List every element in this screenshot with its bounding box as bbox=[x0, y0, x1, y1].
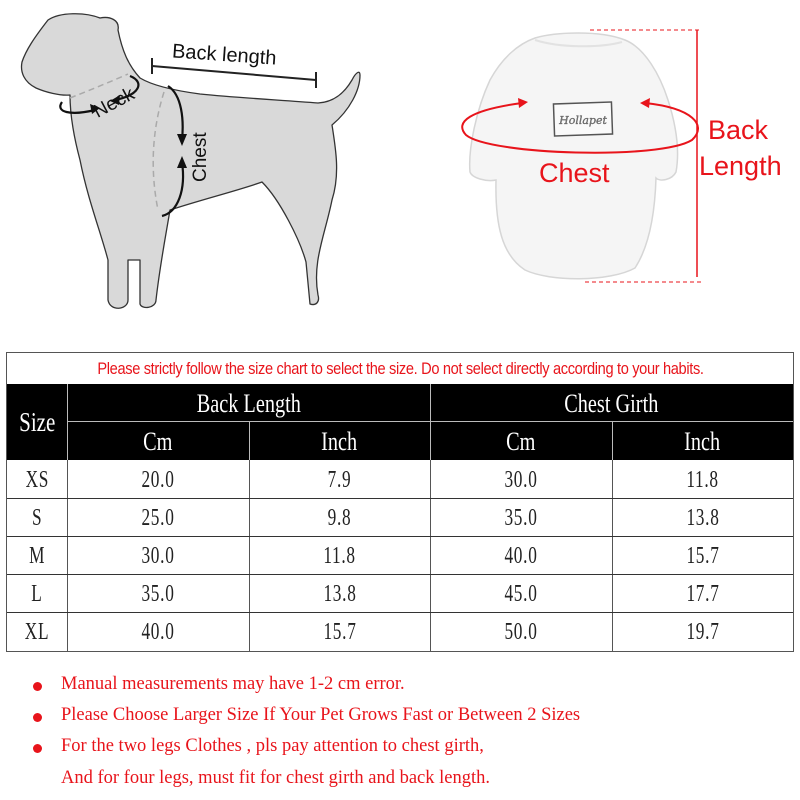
cell-size: S bbox=[31, 505, 43, 531]
cell-back-inch: 9.8 bbox=[327, 505, 352, 531]
cell-chest-inch: 11.8 bbox=[686, 467, 719, 493]
cell-back-inch: 15.7 bbox=[322, 619, 357, 645]
bullet-dot-icon bbox=[33, 744, 42, 753]
sweater-measurement-diagram bbox=[440, 0, 800, 300]
header-back-cm: Cm bbox=[67, 422, 249, 460]
cell-back-cm: 30.0 bbox=[141, 543, 175, 569]
cell-chest-inch: 15.7 bbox=[685, 543, 720, 569]
cell-size: XL bbox=[24, 619, 50, 645]
cell-chest-cm: 35.0 bbox=[504, 505, 538, 531]
header-size: Size bbox=[7, 384, 67, 460]
sweater-icon bbox=[440, 0, 800, 300]
cell-chest-cm: 45.0 bbox=[504, 581, 538, 607]
bullet-dot-icon bbox=[33, 713, 42, 722]
chest-label: Chest bbox=[190, 132, 211, 182]
cell-size: L bbox=[31, 581, 43, 607]
cell-back-inch: 11.8 bbox=[323, 543, 356, 569]
header-chest-girth: Chest Girth bbox=[430, 384, 793, 422]
cell-back-cm: 35.0 bbox=[141, 581, 175, 607]
size-chart-notice: Please strictly follow the size chart to select the size. Do not select directly according to your habits. bbox=[7, 353, 793, 385]
bullet-dot-icon bbox=[33, 682, 42, 691]
header-back-inch: Inch bbox=[249, 422, 430, 460]
cell-back-cm: 25.0 bbox=[141, 505, 175, 531]
cell-chest-cm: 30.0 bbox=[504, 467, 538, 493]
cell-back-inch: 13.8 bbox=[322, 581, 357, 607]
header-chest-inch: Inch bbox=[612, 422, 793, 460]
cell-back-inch: 7.9 bbox=[327, 467, 352, 493]
cell-chest-cm: 40.0 bbox=[504, 543, 538, 569]
header-chest-cm: Cm bbox=[430, 422, 612, 460]
cell-chest-inch: 17.7 bbox=[685, 581, 720, 607]
back-length-label: Back length bbox=[171, 40, 278, 70]
badge-text: Hollapet bbox=[559, 114, 607, 127]
cell-back-cm: 40.0 bbox=[141, 619, 175, 645]
sweater-length-label: Length bbox=[699, 151, 782, 181]
cell-chest-cm: 50.0 bbox=[504, 619, 538, 645]
dog-measurement-diagram bbox=[0, 0, 400, 340]
cell-size: M bbox=[28, 543, 46, 569]
sweater-back-label: Back bbox=[708, 115, 769, 145]
size-chart-table bbox=[6, 352, 794, 652]
neck-label: Neck bbox=[90, 83, 139, 123]
cell-size: XS bbox=[25, 467, 49, 493]
sweater-chest-label: Chest bbox=[539, 158, 610, 188]
cell-chest-inch: 19.7 bbox=[685, 619, 720, 645]
header-back-length: Back Length bbox=[67, 384, 430, 422]
cell-back-cm: 20.0 bbox=[141, 467, 175, 493]
cell-chest-inch: 13.8 bbox=[685, 505, 720, 531]
